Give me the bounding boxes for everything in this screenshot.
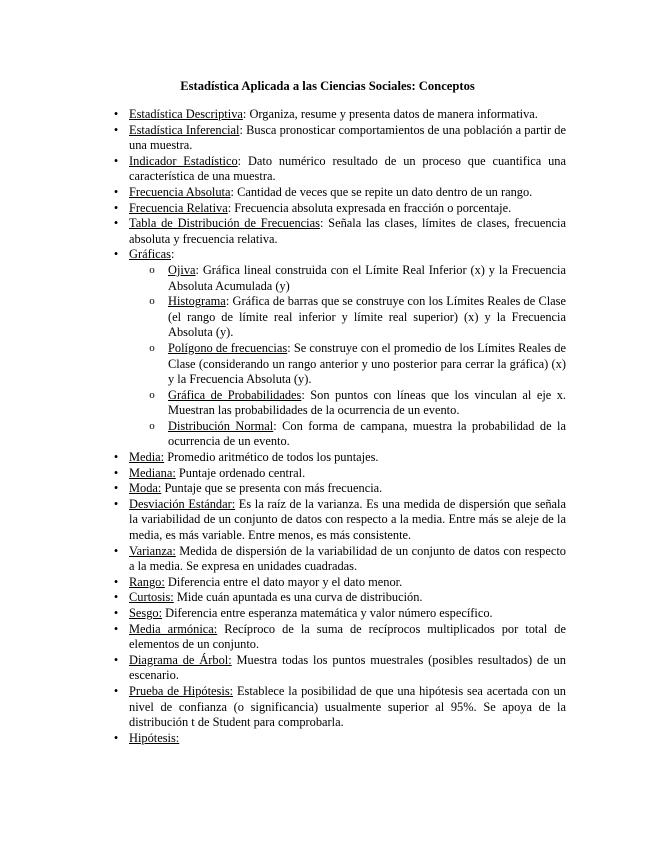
concept-term: Tabla de Distribución de Frecuencias bbox=[129, 216, 320, 231]
subconcept-term: Polígono de frecuencias bbox=[168, 340, 288, 355]
bullet-icon: • bbox=[113, 247, 119, 262]
concept-definition: Señala las clases, límites de clases, frecuencia absoluta y frecuencia relativa. bbox=[129, 216, 566, 246]
subconcept-separator: : bbox=[301, 387, 305, 402]
list-item bbox=[111, 575, 566, 591]
list-item bbox=[111, 107, 566, 123]
concept-term: Indicador Estadístico bbox=[129, 153, 238, 168]
sublist-item bbox=[147, 419, 566, 450]
concept-term: Estadística Inferencial bbox=[129, 122, 240, 137]
bullet-icon: • bbox=[113, 481, 119, 496]
list-item bbox=[111, 606, 566, 622]
subconcept-definition: Con forma de campana, muestra la probabilidad de la ocurrencia de un evento. bbox=[168, 418, 566, 449]
concept-definition: Promedio aritmético de todos los puntajes. bbox=[164, 450, 379, 465]
concept-definition: Frecuencia absoluta expresada en fracción o porcentaje. bbox=[231, 200, 512, 215]
list-item bbox=[111, 590, 566, 606]
bullet-icon: • bbox=[113, 590, 119, 605]
concept-definition: Organiza, resume y presenta datos de manera informativa. bbox=[246, 107, 538, 121]
concept-definition: Busca pronosticar comportamientos de una población a partir de una muestra. bbox=[129, 122, 566, 153]
concept-term: Moda: bbox=[129, 481, 162, 496]
concept-definition: Diferencia entre el dato mayor y el dato menor. bbox=[164, 574, 403, 589]
list-item bbox=[111, 123, 566, 154]
list-item bbox=[111, 247, 566, 450]
subconcept-term: Histograma bbox=[168, 294, 226, 309]
subconcept-definition: Gráfica lineal construida con el Límite Real Inferior (x) y la Frecuencia Absoluta Acumulada (y) bbox=[168, 262, 566, 293]
concept-term: Media armónica: bbox=[129, 621, 218, 636]
concept-term: Hipótesis: bbox=[129, 730, 180, 745]
bullet-icon: • bbox=[113, 683, 119, 698]
concept-definition: Puntaje ordenado central. bbox=[175, 465, 306, 480]
subconcept-definition: Gráfica de barras que se construye con los Límites Reales de Clase (el rango de límite real inferior y límite real superior) (x) y la Frecuencia Absoluta (y). bbox=[168, 294, 566, 340]
bullet-icon: • bbox=[113, 730, 119, 745]
bullet-icon: • bbox=[113, 107, 119, 121]
concept-list bbox=[111, 107, 566, 746]
concept-term: Diagrama de Árbol: bbox=[129, 652, 232, 667]
hollow-bullet-icon: o bbox=[149, 295, 155, 308]
list-item bbox=[111, 450, 566, 466]
concept-term: Curtosis: bbox=[129, 590, 174, 605]
bullet-icon: • bbox=[113, 543, 119, 558]
list-item bbox=[111, 201, 566, 217]
concept-separator: : bbox=[170, 247, 175, 262]
concept-term: Frecuencia Relativa bbox=[129, 200, 228, 215]
subconcept-term: Distribución Normal bbox=[168, 418, 274, 433]
hollow-bullet-icon: o bbox=[149, 263, 155, 276]
subconcept-definition: Se construye con el promedio de los Límites Reales de Clase (considerando un rango anterior y uno posterior para cerrar la gráfica) (x) y la Frecuencia Absoluta (y). bbox=[168, 340, 566, 387]
bullet-icon: • bbox=[113, 200, 119, 215]
list-item bbox=[111, 481, 566, 497]
sublist-item bbox=[147, 294, 566, 341]
list-item bbox=[111, 653, 566, 684]
concept-definition: Medida de dispersión de la variabilidad de un conjunto de datos con respecto a la media. Se expresa en unidades cuadradas. bbox=[129, 543, 566, 574]
concept-separator: : bbox=[239, 122, 243, 137]
concept-term: Desviación Estándar: bbox=[129, 496, 236, 511]
concept-separator: : bbox=[227, 200, 232, 215]
concept-definition: Dato numérico resultado de un proceso que cuantifica una característica de una muestra. bbox=[129, 153, 566, 184]
concept-term: Sesgo: bbox=[129, 606, 163, 620]
concept-definition: Cantidad de veces que se repite un dato dentro de un rango. bbox=[233, 184, 533, 199]
subconcept-separator: : bbox=[287, 340, 291, 355]
bullet-icon: • bbox=[113, 122, 119, 137]
subconcept-definition: Son puntos con líneas que los vinculan al eje x. Muestran las probabilidades de la ocurrencia de un evento. bbox=[168, 387, 566, 418]
subconcept-separator: : bbox=[225, 294, 230, 309]
list-item bbox=[111, 466, 566, 482]
bullet-icon: • bbox=[113, 450, 119, 465]
sublist-item bbox=[147, 263, 566, 294]
hollow-bullet-icon: o bbox=[149, 388, 155, 401]
list-item bbox=[111, 216, 566, 247]
concept-term: Mediana: bbox=[129, 465, 176, 480]
list-item bbox=[111, 497, 566, 544]
concept-separator: : bbox=[237, 153, 242, 168]
list-item bbox=[111, 154, 566, 185]
concept-term: Gráficas bbox=[129, 247, 171, 262]
list-item bbox=[111, 684, 566, 731]
concept-definition: Diferencia entre esperanza matemática y valor número específico. bbox=[162, 606, 493, 620]
subconcept-term: Ojiva bbox=[168, 262, 196, 277]
concept-definition: Es la raíz de la varianza. Es una medida de dispersión que señala la variabilidad de un conjunto de datos con respecto a la media. Entre más se aleje de la media, es más variable. Entre menos, es más consistente. bbox=[129, 496, 566, 543]
list-item bbox=[111, 731, 566, 747]
hollow-bullet-icon: o bbox=[149, 341, 155, 354]
subconcept-separator: : bbox=[195, 262, 199, 277]
sublist-item bbox=[147, 341, 566, 388]
bullet-icon: • bbox=[113, 574, 119, 589]
bullet-icon: • bbox=[113, 465, 119, 480]
bullet-icon: • bbox=[113, 496, 119, 511]
concept-term: Frecuencia Absoluta bbox=[129, 184, 231, 199]
list-item bbox=[111, 185, 566, 201]
concept-definition: Puntaje que se presenta con más frecuencia. bbox=[161, 481, 383, 496]
list-item bbox=[111, 544, 566, 575]
bullet-icon: • bbox=[113, 652, 119, 667]
concept-separator: : bbox=[230, 184, 234, 199]
concept-definition: Mide cuán apuntada es una curva de distribución. bbox=[173, 590, 423, 605]
list-item bbox=[111, 622, 566, 653]
concept-term: Estadística Descriptiva bbox=[129, 107, 243, 121]
bullet-icon: • bbox=[113, 153, 119, 168]
concept-definition: Muestra todas los puntos muestrales (posibles resultados) de un escenario. bbox=[129, 652, 566, 683]
concept-term: Rango: bbox=[129, 574, 165, 589]
bullet-icon: • bbox=[113, 606, 119, 620]
graphics-sublist bbox=[147, 263, 566, 450]
sublist-item bbox=[147, 388, 566, 419]
bullet-icon: • bbox=[113, 216, 119, 231]
subconcept-term: Gráfica de Probabilidades bbox=[168, 387, 302, 402]
concept-term: Media: bbox=[129, 450, 165, 465]
concept-separator: : bbox=[319, 216, 324, 231]
concept-definition: Recíproco de la suma de recíprocos multiplicados por total de elementos de un conjunto. bbox=[129, 621, 566, 652]
concept-definition: Establece la posibilidad de que una hipótesis sea acertada con un nivel de confianza (o significancia) usualmente superior al 95%. Se apoya de la distribución t de Student para comprobarla. bbox=[129, 683, 566, 730]
hollow-bullet-icon: o bbox=[149, 419, 155, 432]
concept-separator: : bbox=[242, 107, 247, 121]
bullet-icon: • bbox=[113, 621, 119, 636]
subconcept-separator: : bbox=[273, 418, 277, 433]
concept-term: Prueba de Hipótesis: bbox=[129, 683, 234, 698]
bullet-icon: • bbox=[113, 184, 119, 199]
concept-term: Varianza: bbox=[129, 543, 176, 558]
document-title: Estadística Aplicada a las Ciencias Sociales: Conceptos bbox=[180, 79, 475, 93]
